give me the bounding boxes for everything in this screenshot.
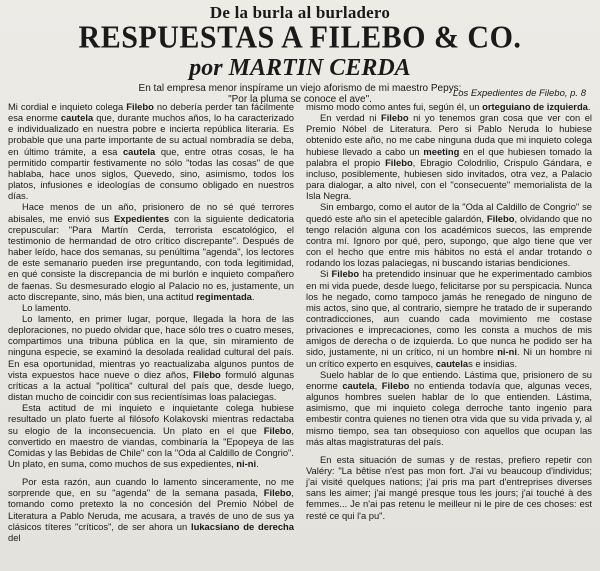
headline: RESPUESTAS A FILEBO & CO. [78, 20, 522, 55]
kicker: De la burla al burladero [209, 3, 391, 22]
paragraph: En verdad ni Filebo ni yo tenemos gran cosa que ver con el Premio Nóbel de Literatura. Pero si Pablo Neruda lo hubiese obtenido este año, no me cabe ninguna duda que mi inquieto colega hubiese llevado a cabo un meeting en el que hubiesen tomado la palabra el propio Filebo, Ebragio Colodrilio, Crispulo Gándara, e incluso, posiblemente, hubiesen sido invitados, otra vez, a Palacio para dialogar, a alto nivel, con el "consecuente" memorialista de la Isla Negra. [306, 112, 592, 202]
paragraph: Suelo hablar de lo que entiendo. Lástima que, prisionero de su enorme cautela, Filebo no entienda todavía que, algunas veces, algunos hombres suelen hablar de lo que entienden. Lástima, asimismo, que mi inquieto colega derroche tanto ingenio para embestir contra quienes no tienen otra vida que su vida privada y, al mismo tiempo, sea tan obsequioso con aquellos que ocupan las más altas magistraturas del país. [306, 368, 592, 447]
paragraph: Lo lamento, en primer lugar, porque, llegada la hora de las deploraciones, no puedo olvidar que, hace sólo tres o cuatro meses, compartimos una tribuna pública en la que, sin miramiento de ninguna especie, se examinó la desolada realidad cultural del país. En esa oportunidad, mientras yo reactualizaba algunos puntos de vista expuestos hace nueve o diez años, Filebo formuló algunas críticas a la actual "política" cultural del país que, desde luego, distan mucho de coincidir con sus recientísimas loas palaciegas. [8, 312, 295, 403]
right-column [306, 101, 592, 543]
epigraph-line-1: En tal empresa menor inspírame un viejo aforismo de mi maestro Pepys: [138, 83, 462, 94]
paragraph: mismo modo como antes fui, según él, un orteguiano de izquierda. [306, 101, 591, 112]
paragraph: Mi cordial e inquieto colega Filebo no debería perder tan fácilmente esa enorme cautela que, durante muchos años, lo ha caracterizado e individualizado en nuestra pobre e incierta república literaria. Es probable que una parte importante de su actual nombradía se deba, en último trámite, a esa cautela que, entre otras cosas, le ha permitido compartir festivamente no sólo "todas las cosas" de que hablaba, hace unos siglos, Quevedo, sino, asimismo, todos los platos, infusiones e ideologías de consumo obligado en nuestros días. [8, 101, 295, 202]
paragraph: Lo lamento. [22, 301, 71, 313]
left-column [8, 101, 294, 543]
paragraph: Esta actitud de mi inquieto e inquietante colega hubiese resultado un plato fuerte al filósofo Kolakovski mientras redactaba su elogio de la inconsecuencia. Un plato en el que Filebo, convertido en maestro de viandas, combinaría la "Epopeya de las Comidas y las Bebidas de Chile" con la "Oda al Caldillo de Congrio". Un plato, en suma, como muchos de sus expedientes, ni-ni. [8, 402, 294, 469]
paragraph: Si Filebo ha pretendido insinuar que he experimentado cambios en mi vida puede, desde luego, felicitarse por su perspicacia. Nunca los he negado, como tampoco jamás he renegado de ninguno de mis actos, sino que, al contrario, siempre he tratado de ir superando contradicciones, aun cuando cada movimiento me costase privaciones e imprecaciones, como les consta a muchos de mis amigos de derecha o de izquierda. Lo que nunca he podido ser ha sido, justamente, ni un crítico, ni un hombre ni-ni. Ni un hombre ni un crítico experto en esquives, cautelas e insidias. [306, 268, 592, 369]
byline: por MARTIN CERDA [189, 55, 411, 81]
paragraph: Sin embargo, como el autor de la "Oda al Caldillo de Congrio" se quedó este año sin el apetecible galardón, Filebo, olvidando que no tengo relación alguna con los académicos suecos, las emprende contra mí. Ignoro por qué, pero, supongo, que algo tiene que ver con el hecho que entre mis hábitos no está el andar trotando o rodando los lozas palaciegas, ni buscando istarias bendiciones. [306, 201, 592, 269]
paragraph: En esta situación de sumas y de restas, prefiero repetir con Valéry: "La bêtise n'est pas mon fort. J'ai vu beaucoup d'individus; j'ai visité quelques nations; j'ai pris ma part d'entreprises diverses sans les aimer; j'ai mangé presque tous les jours; j'ai touché à des femmes... Je n'ai pas retenu le meilleur ni le pire de ces choses: est resté ce qui l'a pu". [306, 453, 592, 521]
article-body [8, 101, 592, 543]
paragraph: Hace menos de un año, prisionero de no sé qué terrores abisales, me envió sus Expedientes con la siguiente dedicatoria crepuscular: "Para Martín Cerda, terrorista escatológico, el testimonio de hermandad de otro crítico discrepante". Después de haber leído, hace dos semanas, su penúltima "agenda", los lectores de este semanario pueden irse preguntando, con toda legitimidad, en qué consiste la discrepancia de mi burlón e inquieto compañero de faenas. Su desmesurado elogio al Palacio no es, justamente, un acto discrepante, sino, más bien, una actitud regimentada. [8, 201, 294, 302]
epigraph-line-2: "Por la pluma se conoce el ave". [228, 94, 372, 105]
paragraph: Por esta razón, aun cuando lo lamento sinceramente, no me sorprende que, en su "agenda" de la semana pasada, Filebo, tomando como pretexto la no concesión del Premio Nóbel de Literatura a Pablo Neruda, me acusara, a través de uno de sus ya clásicos títeres "críticos", de ser ahora un lukacsiano de derecha del [8, 476, 294, 543]
epigraph-source: Los Expedientes de Filebo, p. 8 [452, 88, 586, 99]
